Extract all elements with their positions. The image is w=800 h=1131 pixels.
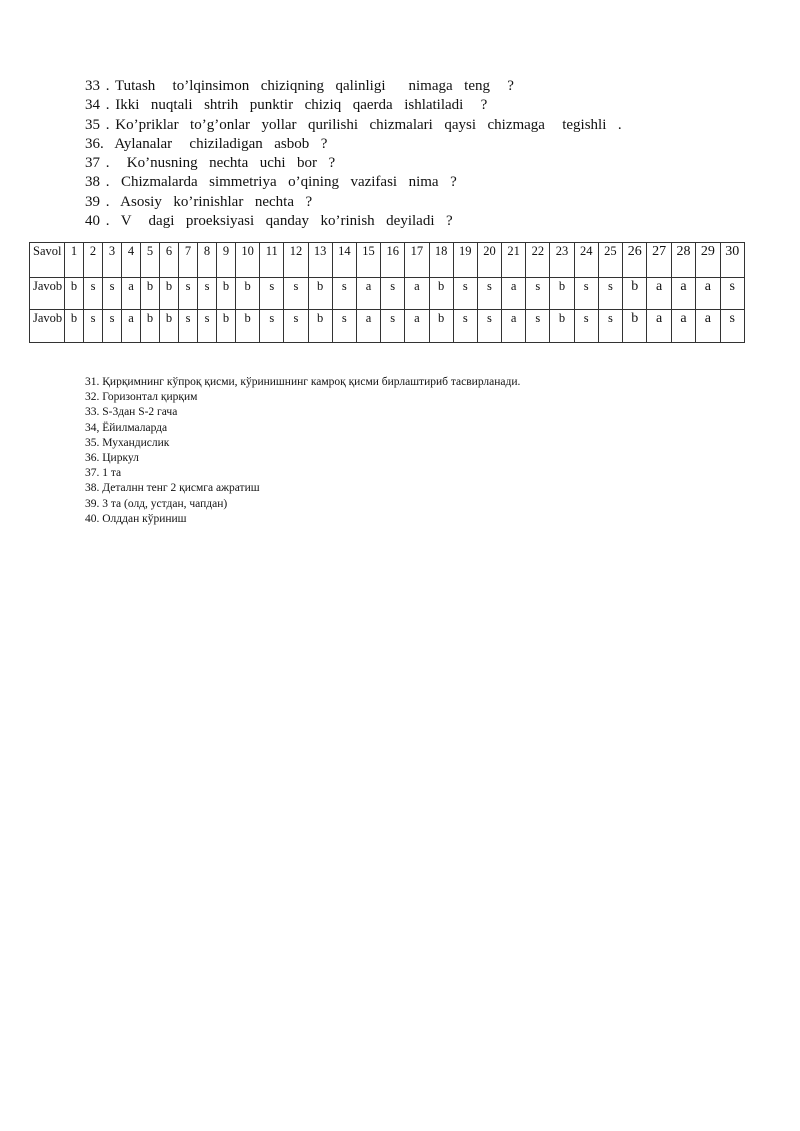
answer-cell-row2-10: b xyxy=(236,310,260,343)
question-number-cell-28: 28 xyxy=(671,243,695,278)
answer-cell-row1-28: a xyxy=(671,278,695,310)
answer-cell-row2-7: s xyxy=(179,310,198,343)
answer-cell-row1-1: b xyxy=(65,278,84,310)
question-number-cell-29: 29 xyxy=(696,243,720,278)
answer-cell-row2-15: a xyxy=(356,310,380,343)
answer-38: 38. Деталнн тенг 2 қисмга ажратиш xyxy=(85,482,260,495)
answer-cell-row2-14: s xyxy=(332,310,356,343)
answer-cell-row1-18: b xyxy=(429,278,453,310)
answer-cell-row2-4: a xyxy=(122,310,141,343)
question-35: 35 . Ko’priklar to’g’onlar yollar qurilishi chizmalari qaysi chizmaga tegishli . xyxy=(85,116,622,133)
question-number-cell-10: 10 xyxy=(236,243,260,278)
answer-cell-row1-13: b xyxy=(308,278,332,310)
answer-cell-row2-28: a xyxy=(671,310,695,343)
answer-cell-row2-21: a xyxy=(502,310,526,343)
answer-cell-row1-15: a xyxy=(356,278,380,310)
question-number-cell-4: 4 xyxy=(122,243,141,278)
answer-cell-row2-6: b xyxy=(160,310,179,343)
answer-key-table xyxy=(29,242,745,343)
question-number-cell-13: 13 xyxy=(308,243,332,278)
question-number-cell-22: 22 xyxy=(526,243,550,278)
answer-cell-row1-9: b xyxy=(217,278,236,310)
question-39: 39 . Asosiy ko’rinishlar nechta ? xyxy=(85,193,313,210)
answer-37: 37. 1 та xyxy=(85,467,122,480)
answer-34: 34, Ёйилмаларда xyxy=(85,421,168,434)
answer-31: 31. Қирқимнинг кўпроқ қисми, кўринишнинг камроқ қисми бирлаштириб тасвирланади. xyxy=(85,376,521,388)
question-number-cell-27: 27 xyxy=(647,243,671,278)
answer-cell-row1-12: s xyxy=(284,278,308,310)
answer-cell-row1-25: s xyxy=(598,278,622,310)
question-36: 36. Aylanalar chiziladigan asbob ? xyxy=(85,135,328,152)
answer-cell-row1-14: s xyxy=(332,278,356,310)
answer-cell-row2-18: b xyxy=(429,310,453,343)
answer-cell-row1-21: a xyxy=(502,278,526,310)
question-number-cell-12: 12 xyxy=(284,243,308,278)
answer-cell-row1-17: a xyxy=(405,278,429,310)
question-number-cell-8: 8 xyxy=(198,243,217,278)
answer-cell-row1-7: s xyxy=(179,278,198,310)
question-number-cell-30: 30 xyxy=(720,243,744,278)
questions-list xyxy=(85,77,725,231)
answer-cell-row1-4: a xyxy=(122,278,141,310)
answer-cell-row1-2: s xyxy=(84,278,103,310)
question-number-cell-25: 25 xyxy=(598,243,622,278)
answer-cell-row1-26: b xyxy=(623,278,647,310)
answer-row-2 xyxy=(30,310,745,343)
row-header-javob-2: Javob xyxy=(30,310,65,343)
answer-row-1 xyxy=(30,278,745,310)
question-37: 37 . Ko’nusning nechta uchi bor ? xyxy=(85,155,336,172)
answer-cell-row1-27: a xyxy=(647,278,671,310)
answer-39: 39. 3 та (олд, устдан, чапдан) xyxy=(85,497,228,510)
answer-cell-row2-3: s xyxy=(103,310,122,343)
answer-cell-row2-20: s xyxy=(477,310,501,343)
row-header-savol: Savol xyxy=(30,243,65,278)
answer-cell-row1-20: s xyxy=(477,278,501,310)
answers-list xyxy=(85,375,725,527)
answer-cell-row2-12: s xyxy=(284,310,308,343)
answer-cell-row2-8: s xyxy=(198,310,217,343)
question-33: 33 . Tutash to’lqinsimon chiziqning qalinligi nimaga teng ? xyxy=(85,78,514,94)
answer-33: 33. S-3дан S-2 гача xyxy=(85,406,178,419)
question-number-cell-14: 14 xyxy=(332,243,356,278)
answer-cell-row2-23: b xyxy=(550,310,574,343)
question-number-cell-3: 3 xyxy=(103,243,122,278)
answer-cell-row1-10: b xyxy=(236,278,260,310)
answer-cell-row1-23: b xyxy=(550,278,574,310)
answer-cell-row2-24: s xyxy=(574,310,598,343)
question-number-cell-26: 26 xyxy=(623,243,647,278)
question-number-cell-5: 5 xyxy=(141,243,160,278)
answer-cell-row2-17: a xyxy=(405,310,429,343)
question-number-cell-9: 9 xyxy=(217,243,236,278)
answer-cell-row1-19: s xyxy=(453,278,477,310)
answer-cell-row2-16: s xyxy=(381,310,405,343)
question-number-cell-17: 17 xyxy=(405,243,429,278)
question-number-cell-2: 2 xyxy=(84,243,103,278)
question-number-cell-1: 1 xyxy=(65,243,84,278)
answer-cell-row1-24: s xyxy=(574,278,598,310)
question-number-cell-16: 16 xyxy=(381,243,405,278)
answer-cell-row2-30: s xyxy=(720,310,744,343)
answer-40: 40. Олддан кўриниш xyxy=(85,512,187,525)
answer-cell-row1-11: s xyxy=(260,278,284,310)
question-number-cell-18: 18 xyxy=(429,243,453,278)
question-34: 34 . Ikki nuqtali shtrih punktir chiziq qaerda ishlatiladi ? xyxy=(85,97,488,114)
answer-cell-row2-9: b xyxy=(217,310,236,343)
question-40: 40 . V dagi proeksiyasi qanday ko’rinish deyiladi ? xyxy=(85,213,453,230)
answer-cell-row1-30: s xyxy=(720,278,744,310)
answer-cell-row2-25: s xyxy=(598,310,622,343)
answer-cell-row2-29: a xyxy=(696,310,720,343)
answer-cell-row2-11: s xyxy=(260,310,284,343)
question-number-cell-23: 23 xyxy=(550,243,574,278)
answer-35: 35. Мухандислик xyxy=(85,436,170,449)
question-number-row xyxy=(30,243,745,278)
answer-32: 32. Горизонтал қирқим xyxy=(85,391,198,404)
answer-36: 36. Циркул xyxy=(85,452,139,465)
answer-cell-row2-22: s xyxy=(526,310,550,343)
answer-cell-row2-5: b xyxy=(141,310,160,343)
question-38: 38 . Chizmalarda simmetriya o’qining vazifasi nima ? xyxy=(85,174,457,191)
row-header-javob-1: Javob xyxy=(30,278,65,310)
answer-cell-row1-22: s xyxy=(526,278,550,310)
question-number-cell-19: 19 xyxy=(453,243,477,278)
answer-cell-row2-19: s xyxy=(453,310,477,343)
answer-cell-row2-26: b xyxy=(623,310,647,343)
question-number-cell-7: 7 xyxy=(179,243,198,278)
question-number-cell-24: 24 xyxy=(574,243,598,278)
answer-cell-row1-5: b xyxy=(141,278,160,310)
answer-cell-row1-3: s xyxy=(103,278,122,310)
question-number-cell-15: 15 xyxy=(356,243,380,278)
answer-cell-row2-27: a xyxy=(647,310,671,343)
answer-cell-row1-6: b xyxy=(160,278,179,310)
question-number-cell-21: 21 xyxy=(502,243,526,278)
answer-cell-row1-16: s xyxy=(381,278,405,310)
answer-cell-row2-2: s xyxy=(84,310,103,343)
question-number-cell-11: 11 xyxy=(260,243,284,278)
question-number-cell-6: 6 xyxy=(160,243,179,278)
answer-cell-row2-1: b xyxy=(65,310,84,343)
answer-cell-row2-13: b xyxy=(308,310,332,343)
answer-cell-row1-29: a xyxy=(696,278,720,310)
answer-cell-row1-8: s xyxy=(198,278,217,310)
question-number-cell-20: 20 xyxy=(477,243,501,278)
